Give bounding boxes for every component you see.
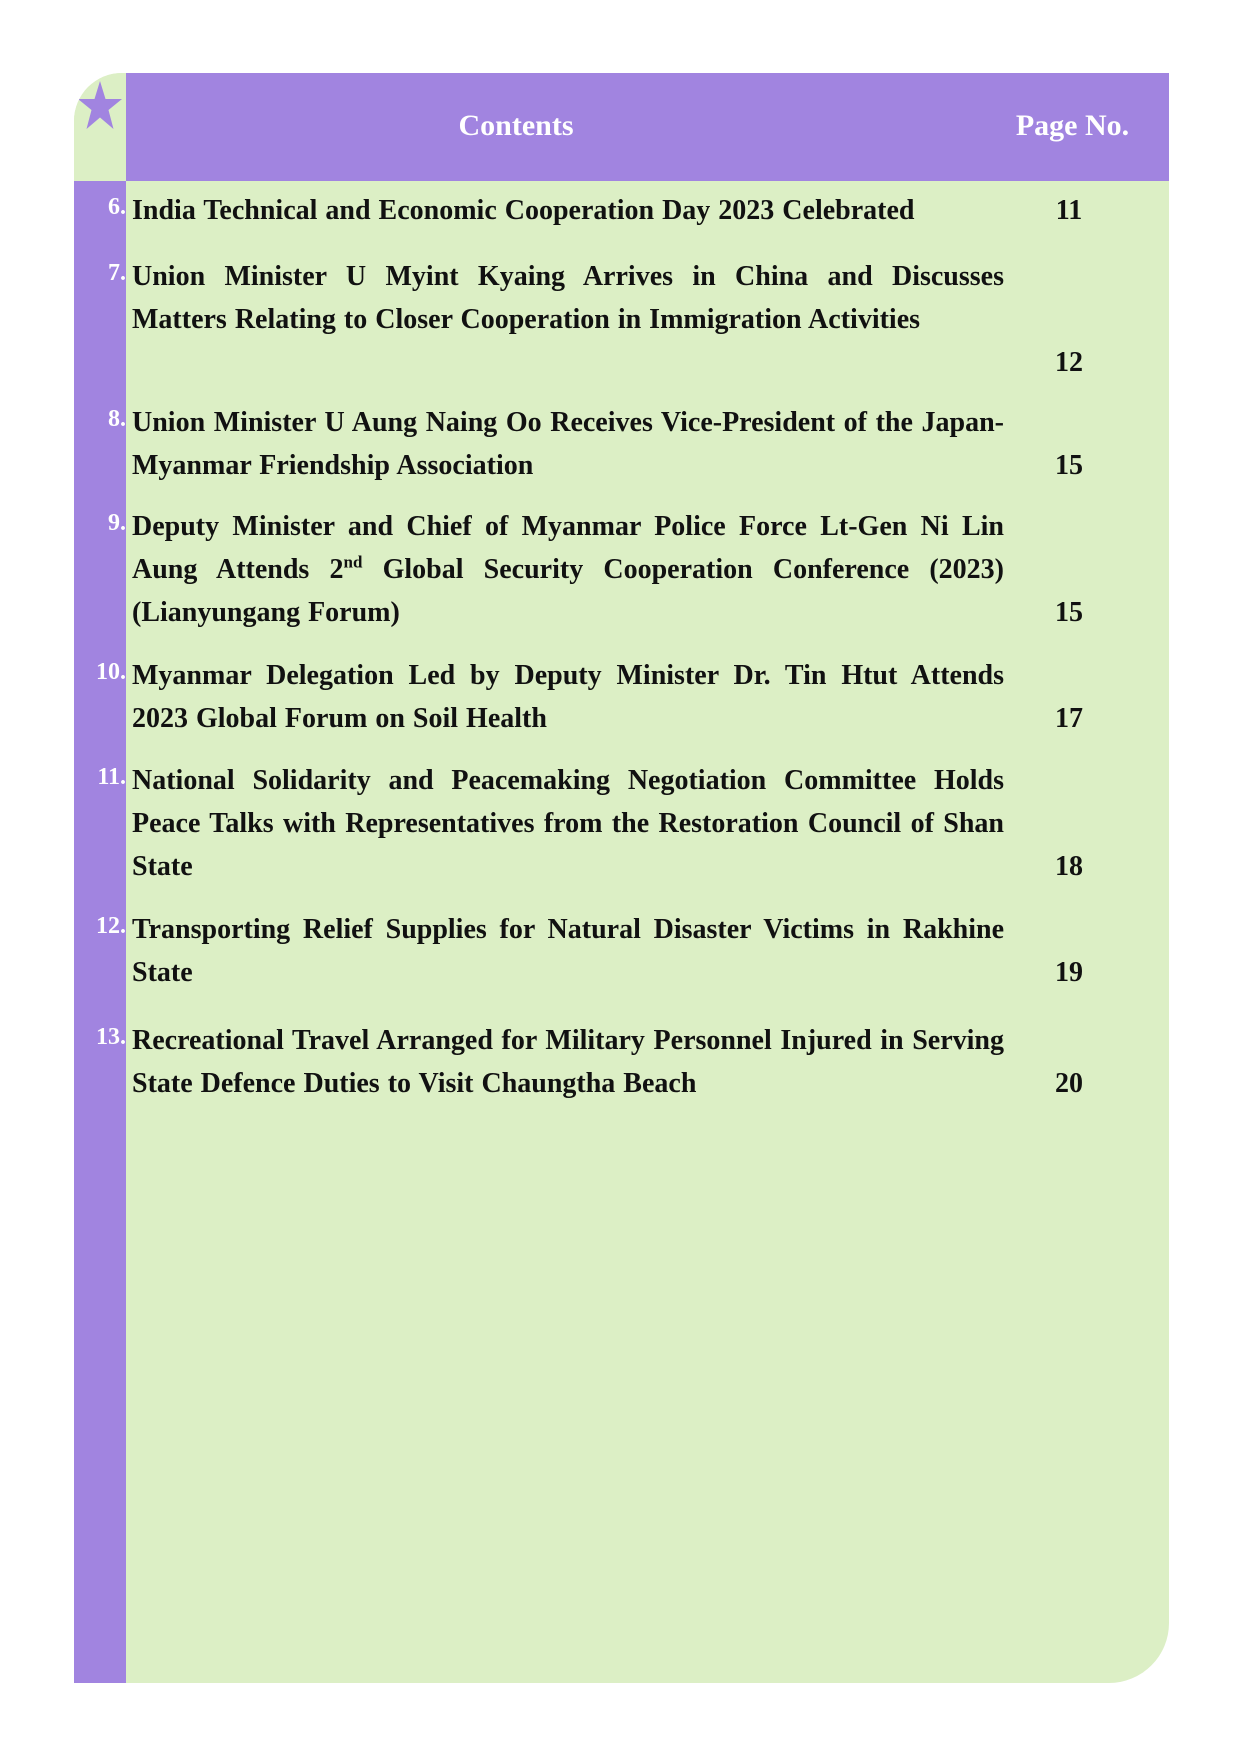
star-icon — [77, 79, 123, 135]
entry-title[interactable]: Union Minister U Aung Naing Oo Receives Vice-President of the Japan-Myanmar Friendship Association — [132, 407, 1004, 481]
entry-title[interactable]: Union Minister U Myint Kyaing Arrives in China and Discusses Matters Relating to Closer Cooperation in Immigration Activities — [132, 261, 1004, 335]
entry-page-number: 15 — [1055, 450, 1083, 481]
entry-title[interactable]: Transporting Relief Supplies for Natural Disaster Victims in Rakhine State — [132, 914, 1004, 988]
contents-heading: Contents — [458, 109, 574, 142]
entry-title-superscript: nd — [343, 552, 363, 572]
entry-title[interactable]: India Technical and Economic Cooperation Day 2023 Celebrated — [132, 195, 915, 226]
entry-page-number: 12 — [1055, 347, 1083, 378]
entry-number: 11. — [97, 764, 126, 790]
entry-title[interactable]: National Solidarity and Peacemaking Negotiation Committee Holds Peace Talks with Representatives from the Restoration Council of Shan State — [132, 765, 1004, 882]
entry-number: 13. — [96, 1024, 126, 1050]
entry-page-number: 20 — [1055, 1068, 1083, 1099]
entry-number: 12. — [96, 913, 126, 939]
entry-title[interactable] — [132, 505, 1004, 634]
entry-title[interactable]: Recreational Travel Arranged for Military Personnel Injured in Serving State Defence Duties to Visit Chaungtha Beach — [132, 1025, 1004, 1099]
entry-title[interactable]: Myanmar Delegation Led by Deputy Minister Dr. Tin Htut Attends 2023 Global Forum on Soil Health — [132, 660, 1004, 734]
entry-number: 6. — [108, 194, 126, 220]
contents-panel — [74, 73, 1169, 1683]
entry-number: 9. — [108, 510, 126, 536]
page-no-heading: Page No. — [1015, 109, 1130, 142]
entry-page-number: 11 — [1055, 195, 1083, 226]
entry-page-number: 18 — [1055, 851, 1083, 882]
entry-page-number: 19 — [1055, 957, 1083, 988]
entry-number: 8. — [108, 406, 126, 432]
entry-number: 7. — [108, 260, 126, 286]
entry-page-number: 17 — [1055, 703, 1083, 734]
entry-title-part: Deputy Minister and Chief of Myanmar Police Force Lt-Gen Ni Lin Aung Attends 2 — [132, 511, 1004, 585]
entry-page-number: 15 — [1055, 597, 1083, 628]
entry-title-part: Global Security Cooperation Conference (2023) (Lianyungang Forum) — [132, 554, 1004, 628]
header-corner — [74, 73, 126, 181]
entry-number: 10. — [96, 659, 126, 685]
